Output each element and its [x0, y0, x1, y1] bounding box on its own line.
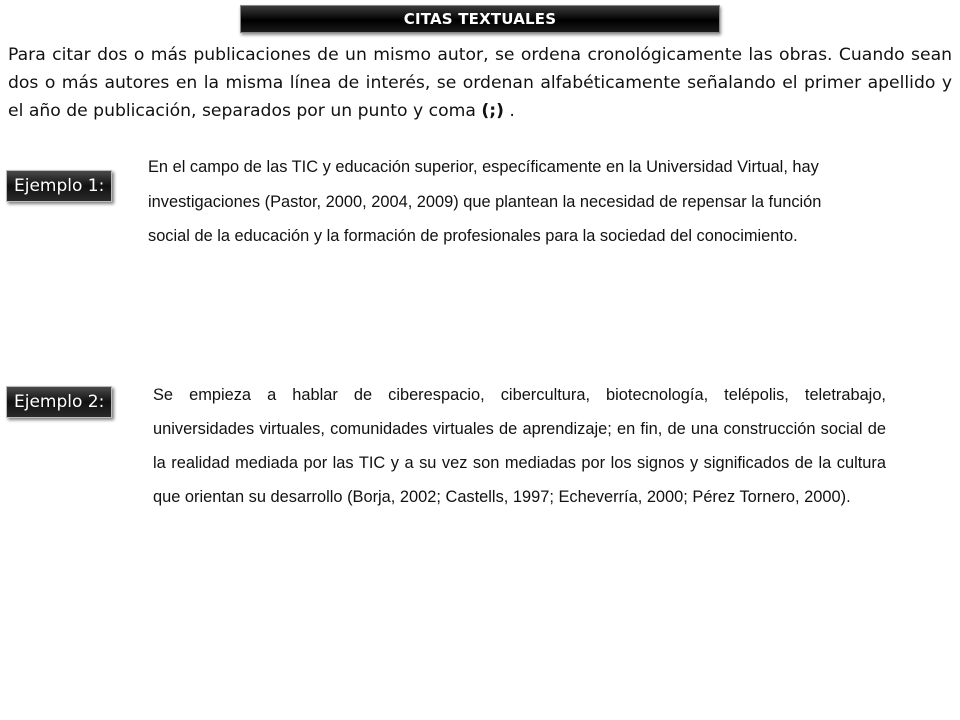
- example-2-label-badge: [6, 386, 112, 418]
- example-2-text: Se empieza a hablar de ciberespacio, cibercultura, biotecnología, telépolis, teletrabajo, universidades virtuales, comunidades virtuales de aprendizaje; en fin, de una construcción social de la realidad mediada por las TIC y a su vez son mediadas por los signos y significados de la cultura que orientan su desarrollo (Borja, 2002; Castells, 1997; Echeverría, 2000; Pérez Tornero, 2000).: [153, 386, 886, 506]
- example-1-label: Ejemplo 1:: [14, 176, 105, 196]
- page-title: CITAS TEXTUALES: [403, 10, 557, 28]
- title-banner: [240, 5, 720, 33]
- example-1-label-badge: [6, 170, 112, 202]
- intro-separator: (;): [481, 101, 504, 121]
- intro-text: Para citar dos o más publicaciones de un mismo autor, se ordena cronológicamente las obras. Cuando sean dos o más autores en la misma línea de interés, se ordenan alfabéticamente señalando el primer apellido y el año de publicación, separados por un punto y coma: [8, 45, 952, 121]
- example-1-text: En el campo de las TIC y educación superior, específicamente en la Universidad Virtual, hay investigaciones (Pastor, 2000, 2004, 2009) que plantean la necesidad de repensar la función social de la educación y la formación de profesionales para la sociedad del conocimiento.: [148, 158, 822, 245]
- intro-paragraph: [8, 41, 952, 125]
- intro-text-end: .: [503, 101, 515, 121]
- example-2-label: Ejemplo 2:: [14, 392, 105, 412]
